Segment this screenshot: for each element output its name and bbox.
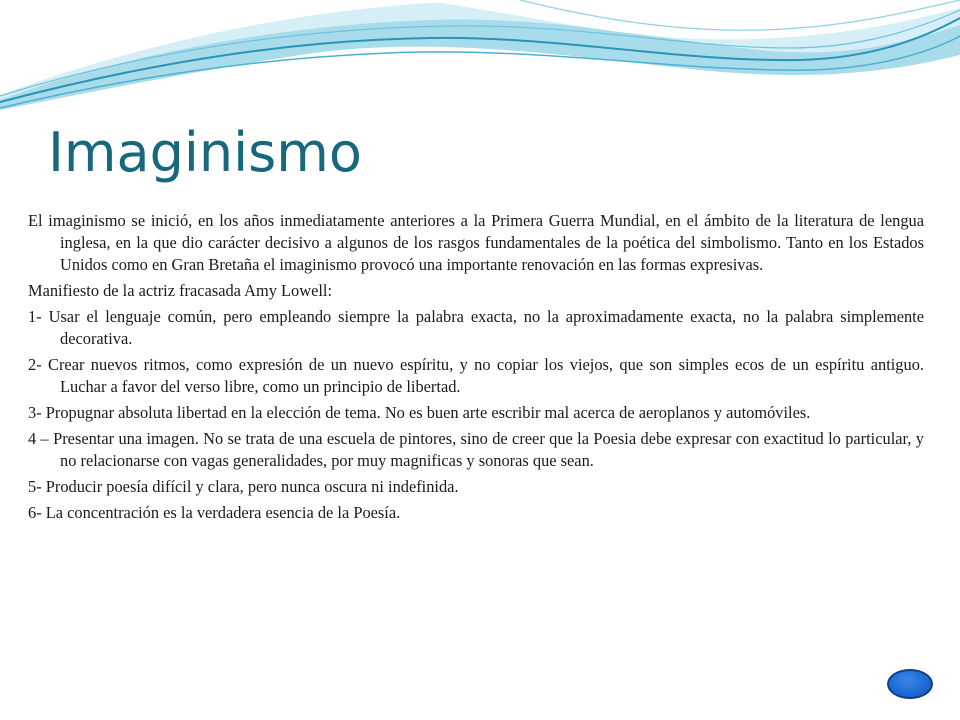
slide-title: Imaginismo xyxy=(48,121,362,184)
manifesto-item: 5- Producir poesía difícil y clara, pero nunca oscura ni indefinida. xyxy=(28,477,459,496)
slide-body xyxy=(28,210,924,528)
manifesto-item: 6- La concentración es la verdadera esencia de la Poesía. xyxy=(28,503,401,522)
intro-paragraph: El imaginismo se inició, en los años inmediatamente anteriores a la Primera Guerra Mundial, en el ámbito de la literatura de lengua inglesa, en la que dio carácter decisivo a algunos de los rasgos fundamentales de la poética del simbolismo. Tanto en los Estados Unidos como en Gran Bretaña el imaginismo provocó una importante renovación en las formas expresivas. xyxy=(28,211,924,274)
manifesto-heading: Manifiesto de la actriz fracasada Amy Lowell: xyxy=(28,281,333,300)
manifesto-item: 1- Usar el lenguaje común, pero empleando siempre la palabra exacta, no la aproximadamente exacta, no la palabra simplemente decorativa. xyxy=(28,307,924,348)
manifesto-item: 2- Crear nuevos ritmos, como expresión de un nuevo espíritu, y no copiar los viejos, que son simples ecos de un espíritu antiguo. Luchar a favor del verso libre, como un principio de libertad. xyxy=(28,355,924,396)
manifesto-item: 3- Propugnar absoluta libertad en la elección de tema. No es buen arte escribir mal acerca de aeroplanos y automóviles. xyxy=(28,403,811,422)
manifesto-item: 4 – Presentar una imagen. No se trata de una escuela de pintores, sino de creer que la Poesia debe expresar con exactitud lo particular, y no relacionarse con vagas generalidades, por muy magnificas y sonoras que sean. xyxy=(28,429,924,470)
round-nav-button-icon[interactable] xyxy=(887,669,933,699)
wave-decoration-icon xyxy=(0,0,960,120)
